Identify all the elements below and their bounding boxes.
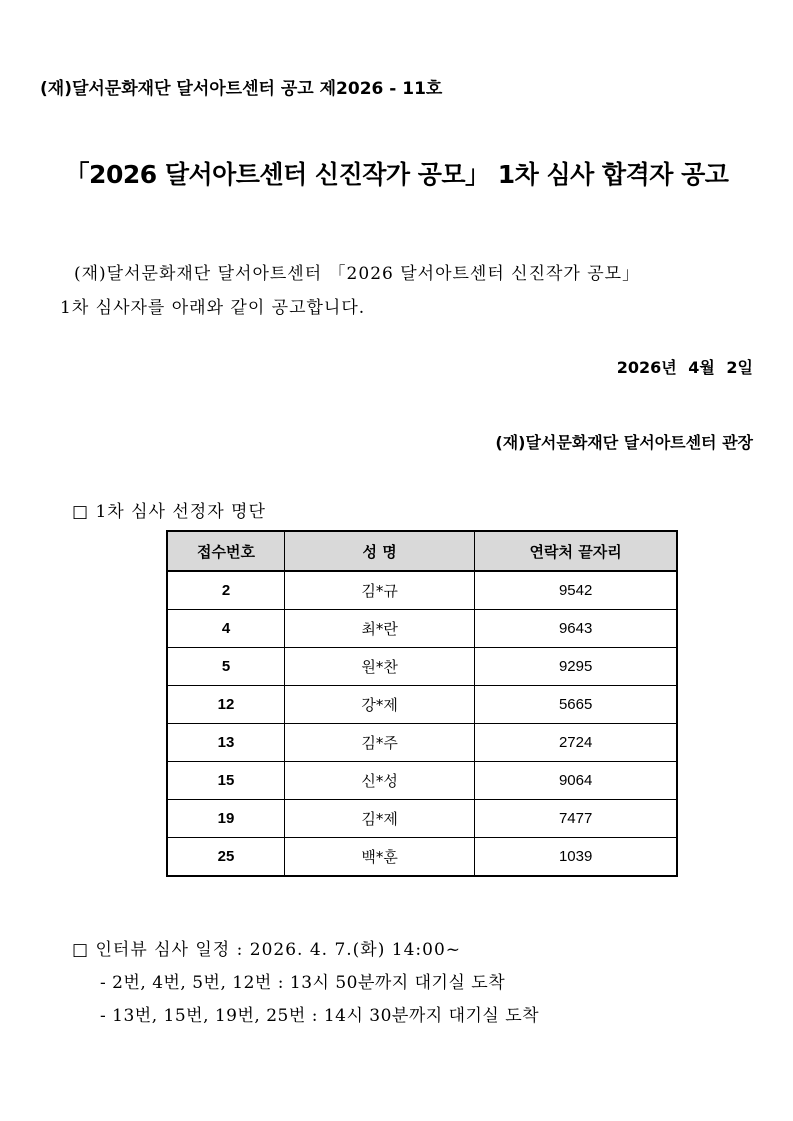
applicant-name-cell: 김*제	[285, 800, 475, 838]
phone-digits-cell: 2724	[475, 724, 677, 762]
notice-number: (재)달서문화재단 달서아트센터 공고 제2026 - 11호	[40, 79, 443, 99]
column-header-receipt-number: 접수번호	[167, 531, 285, 571]
table-row	[167, 686, 677, 724]
applicant-name-cell: 김*규	[285, 571, 475, 610]
applicant-name-cell: 신*성	[285, 762, 475, 800]
table-row	[167, 800, 677, 838]
receipt-number-cell: 5	[167, 648, 285, 686]
receipt-number-cell: 19	[167, 800, 285, 838]
receipt-number-cell: 25	[167, 838, 285, 877]
column-header-phone-last-digits: 연락처 끝자리	[475, 531, 677, 571]
applicant-name-cell: 최*란	[285, 610, 475, 648]
receipt-number-cell: 2	[167, 571, 285, 610]
table-header-row	[167, 531, 677, 571]
phone-digits-cell: 9542	[475, 571, 677, 610]
table-row	[167, 838, 677, 877]
checkbox-icon: □	[72, 502, 90, 522]
applicant-name-cell: 김*주	[285, 724, 475, 762]
section-heading-text: 인터뷰 심사 일정 : 2026. 4. 7.(화) 14:00~	[95, 940, 462, 960]
section-heading-text: 1차 심사 선정자 명단	[95, 502, 266, 522]
phone-digits-cell: 1039	[475, 838, 677, 877]
checkbox-icon: □	[72, 940, 90, 960]
intro-text-line-1: (재)달서문화재단 달서아트센터 「2026 달서아트센터 신진작가 공모」	[74, 264, 641, 284]
schedule-item: - 13번, 15번, 19번, 25번 : 14시 30분까지 대기실 도착	[100, 1006, 540, 1026]
applicant-name-cell: 원*찬	[285, 648, 475, 686]
phone-digits-cell: 9295	[475, 648, 677, 686]
receipt-number-cell: 15	[167, 762, 285, 800]
receipt-number-cell: 12	[167, 686, 285, 724]
schedule-item: - 2번, 4번, 5번, 12번 : 13시 50분까지 대기실 도착	[100, 973, 506, 993]
table-row	[167, 610, 677, 648]
applicant-name-cell: 백*훈	[285, 838, 475, 877]
table-row	[167, 762, 677, 800]
phone-digits-cell: 9064	[475, 762, 677, 800]
selected-applicants-table	[166, 530, 678, 877]
intro-text-line-2: 1차 심사자를 아래와 같이 공고합니다.	[60, 298, 366, 318]
announcement-date: 2026년 4월 2일	[616, 358, 753, 377]
issuer-name: (재)달서문화재단 달서아트센터 관장	[495, 433, 753, 452]
column-header-name: 성 명	[285, 531, 475, 571]
section-heading-selected-list	[72, 497, 266, 522]
section-heading-interview-schedule	[72, 935, 461, 960]
receipt-number-cell: 13	[167, 724, 285, 762]
document-title: 「2026 달서아트센터 신진작가 공모」 1차 심사 합격자 공고	[64, 160, 729, 189]
receipt-number-cell: 4	[167, 610, 285, 648]
applicant-name-cell: 강*제	[285, 686, 475, 724]
table-row	[167, 571, 677, 610]
phone-digits-cell: 7477	[475, 800, 677, 838]
table-row	[167, 724, 677, 762]
phone-digits-cell: 9643	[475, 610, 677, 648]
table-row	[167, 648, 677, 686]
phone-digits-cell: 5665	[475, 686, 677, 724]
